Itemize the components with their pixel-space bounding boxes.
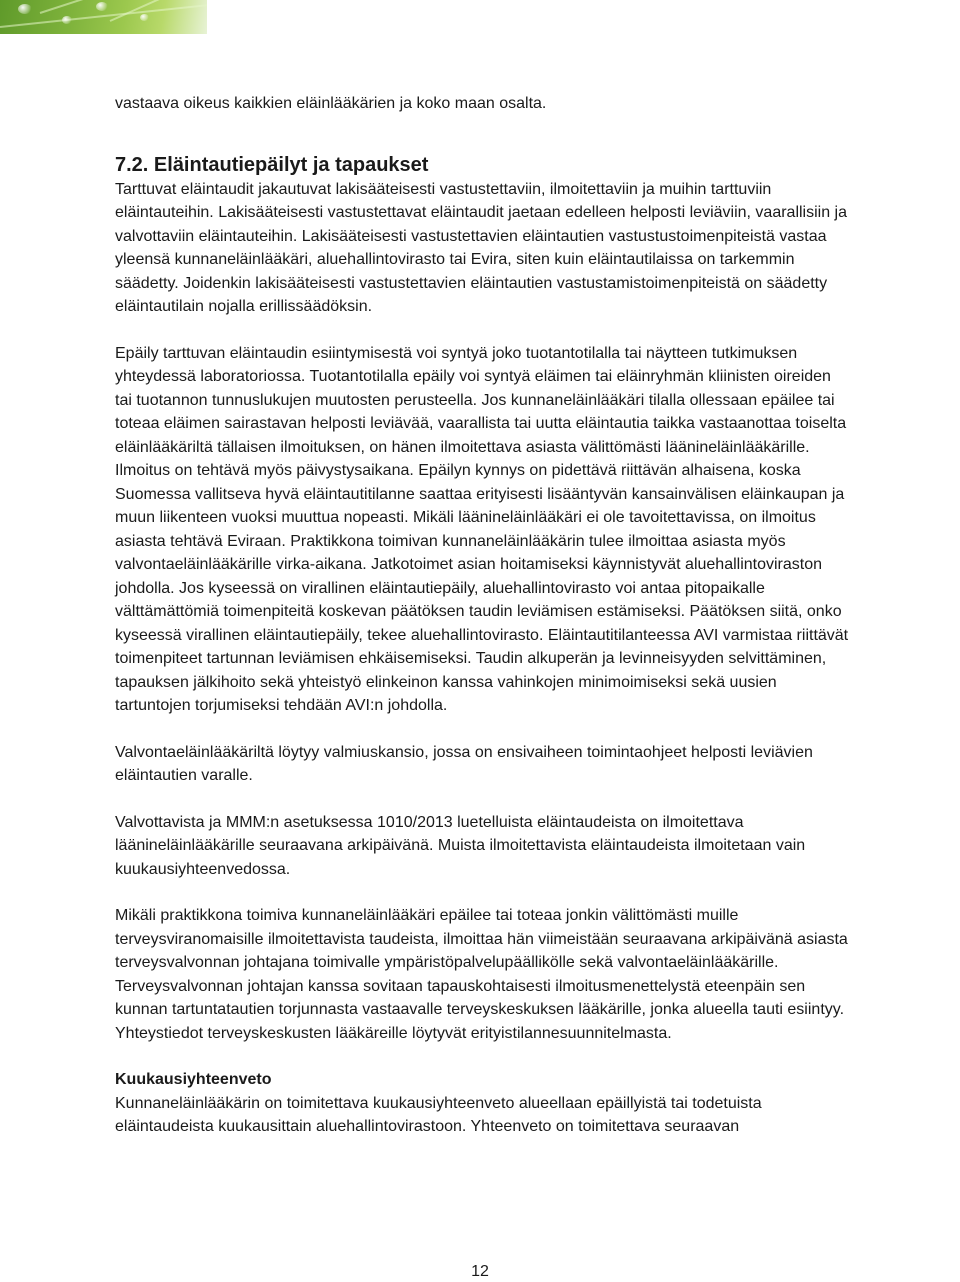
- intro-line: vastaava oikeus kaikkien eläinlääkärien ja koko maan osalta.: [115, 95, 547, 112]
- paragraph-1: Tarttuvat eläintaudit jakautuvat lakisääteisesti vastustettaviin, ilmoitettaviin ja muihin tarttuviin eläintauteihin. Lakisääteisesti vastustettavat eläintaudit jaetaan edelleen helposti leviäviin, vaarallisiin ja valvottaviin eläintauteihin. Lakisääteisesti vastustettavien eläintautien vastustustoimenpiteistä vastaa yleensä kunnaneläinlääkäri, aluehallintovirasto tai Evira, siten kuin eläintautilaissa on tarkemmin säädetty. Joidenkin lakisääteisesti vastustettavien eläintautien vastustamistoimenpiteistä on säädetty eläintautilain nojalla erillissäädöksin.: [115, 180, 848, 315]
- document-body: [115, 92, 850, 1139]
- final-paragraph: Kunnaneläinlääkärin on toimitettava kuukausiyhteenveto alueellaan epäillyistä tai todetuista eläintaudeista kuukausittain aluehallintovirastoon. Yhteenveto on toimitettava seuraavan: [115, 1094, 762, 1135]
- leaf-header-image: [0, 0, 207, 34]
- paragraph-3: Valvontaeläinlääkäriltä löytyy valmiuskansio, jossa on ensivaiheen toimintaohjeet helposti leviävien eläintautien varalle.: [115, 743, 813, 784]
- paragraph-4: Valvottavista ja MMM:n asetuksessa 1010/2013 luetelluista eläintaudeista on ilmoitettava lääninеläinlääkärille seuraavana arkipäivänä. Muista ilmoitettavista eläintaudeista ilmoitetaan vain kuukausiyhteenvedossa.: [115, 813, 806, 878]
- paragraph-2: Epäily tarttuvan eläintaudin esiintymisestä voi syntyä joko tuotantotilalla tai näytteen tutkimuksen yhteydessä laboratoriossa. Tuotantotilalla epäily voi syntyä eläimen tai eläinryhmän kliinisten oireiden tai tuotannon tunnuslukujen muutosten perusteella. Jos kunnaneläinlääkäri tilalla ollessaan epäilee tai toteaa eläimen sairastavan helposti leviävää, vaarallista tai uutta eläintautia taikka vastaanottaa toiselta eläinlääkäriltä tällaisen ilmoituksen, on hänen ilmoitettava asiasta välittömästi lääninеläinlääkärille. Ilmoitus on tehtävä myös päivystysaikana. Epäilyn kynnys on pidettävä riittävän alhaisena, koska Suomessa vallitseva hyvä eläintautitilanne saattaa erityisesti lisääntyvän kansainvälisen eläinkaupan ja muun liikenteen vuoksi muuttua nopeasti. Mikäli lääninеläinlääkäri ei ole tavoitettavissa, on ilmoitus asiasta tehtävä Eviraan. Praktikkona toimivan kunnaneläinlääkärin tulee ilmoittaa asiasta myös valvontaeläinlääkärille virka-aikana. Jatkotoimet asian hoitamiseksi käynnistyvät aluehallintoviraston johdolla. Jos kyseessä on virallinen eläintautiepäily, aluehallintovirasto voi antaa pitopaikalle välttämättömiä toimenpiteitä koskevan päätöksen taudin leviämisen estämiseksi. Päätöksen siitä, onko kyseessä virallinen eläintautiepäily, tekee aluehallintovirasto. Eläintautitilanteessa AVI varmistaa riittävät toimenpiteet tartunnan leviämisen ehkäisemiseksi. Taudin alkuperän ja levinneisyyden selvittäminen, tapauksen jälkihoito sekä yhteistyö elinkeinon kanssa vahinkojen minimoimiseksi sekä uusien tartuntojen torjumiseksi tehdään AVI:n johdolla.: [115, 344, 849, 714]
- section-heading: 7.2. Eläintautiepäilyt ja tapaukset: [115, 153, 429, 176]
- subheading: Kuukausiyhteenveto: [115, 1071, 272, 1088]
- page-number: 12: [471, 1263, 489, 1280]
- paragraph-5: Mikäli praktikkona toimiva kunnaneläinlääkäri epäilee tai toteaa jonkin välittömästi muille terveysviranomaisille ilmoitettavista taudeista, ilmoittaa hän viimeistään seuraavana arkipäivänä asiasta terveysvalvonnan johtajana toimivalle ympäristöpalvelupäällikölle sekä valvontaeläinlääkärille. Terveysvalvonnan johtajan kanssa sovitaan tapauskohtaisesti ilmoitusmenettelystä eteenpäin sen kunnan tartuntatautien torjunnasta vastaavalle terveyskeskuksen lääkärille, jonka alueella tauti esiintyy. Yhteystiedot terveyskeskusten lääkäreille löytyvät erityistilannesuunnitelmasta.: [115, 907, 848, 1042]
